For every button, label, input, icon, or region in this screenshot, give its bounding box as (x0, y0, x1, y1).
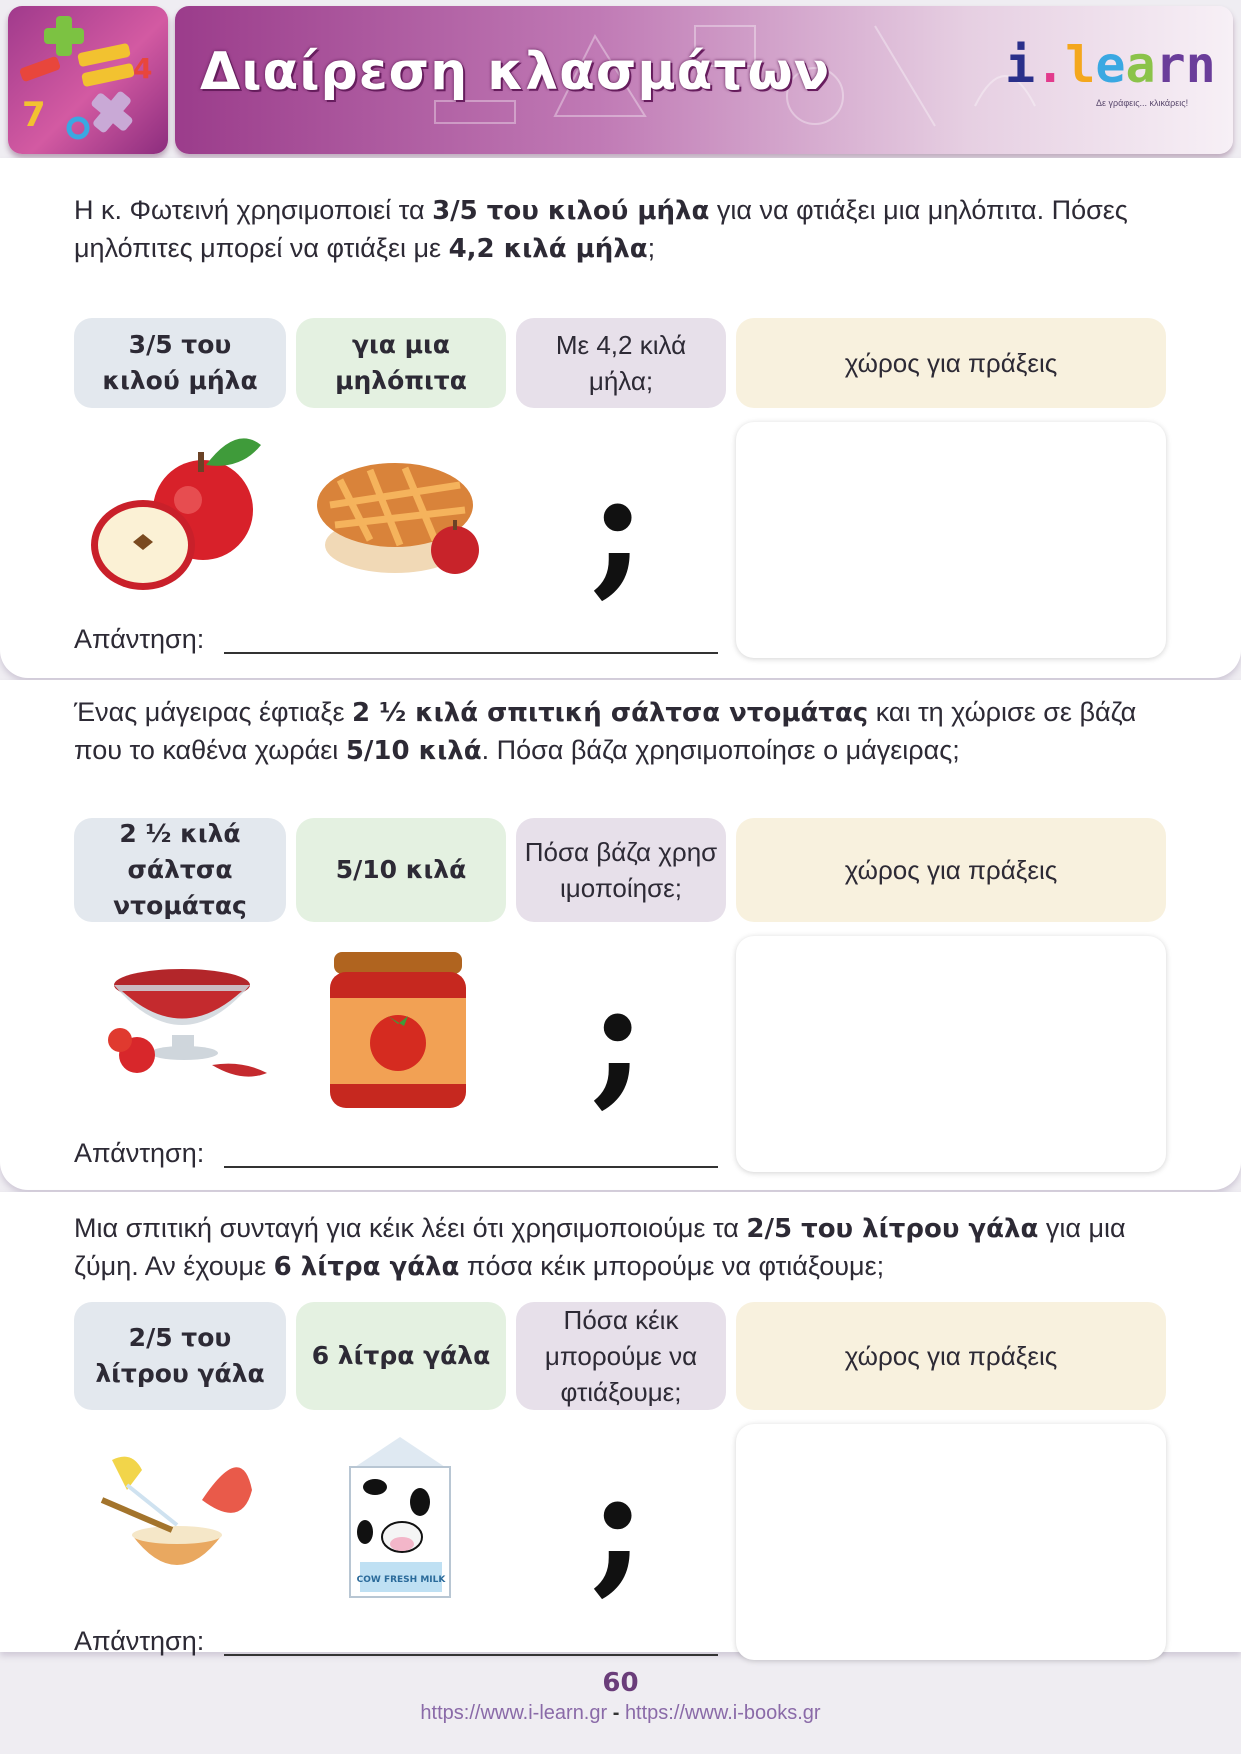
problem-1-answer-label: Απάντηση: (74, 624, 205, 654)
problem-3-answer-line[interactable] (224, 1654, 718, 1656)
problem-3-header-per-unit: 6 λίτρα γάλα (296, 1302, 506, 1410)
math-symbols-icon (8, 6, 168, 154)
problem-2-answer-label: Απάντηση: (74, 1138, 205, 1168)
problem-2-answer-line[interactable] (224, 1166, 718, 1168)
page-number: 60 (602, 1668, 639, 1698)
apple-pie-image (310, 440, 490, 590)
problem-1-answer-line[interactable] (224, 652, 718, 654)
header-icon-tile (8, 6, 168, 154)
problem-2-header-question: Πόσα βάζα χρησιμοποίησε; (516, 818, 726, 922)
ibooks-link[interactable]: https://www.i-books.gr (624, 1702, 821, 1724)
milk-carton-image (340, 1432, 460, 1607)
problem-3-header-given: 2/5 του λίτρου γάλα (74, 1302, 286, 1410)
ilearn-link[interactable]: https://www.i-learn.gr (420, 1702, 608, 1724)
problem-2-header-per-unit: 5/10 κιλά (296, 818, 506, 922)
page-title: Διαίρεση κλασμάτων (200, 42, 831, 102)
footer-links (0, 1702, 1241, 1725)
baking-mix-image (92, 1440, 252, 1580)
problem-1-header-workspace: χώρος για πράξεις (736, 318, 1166, 408)
problem-3-answer-label: Απάντηση: (74, 1626, 205, 1656)
problem-3-workspace[interactable] (736, 1424, 1166, 1660)
problem-2-workspace[interactable] (736, 936, 1166, 1172)
problem-3-header-question: Πόσα κέικ μπορούμε να φτιάξουμε; (516, 1302, 726, 1410)
problem-2-header-workspace: χώρος για πράξεις (736, 818, 1166, 922)
unknown-question-mark: ; (590, 947, 646, 1123)
problem-1-workspace[interactable] (736, 422, 1166, 658)
svg-text:4: 4 (133, 52, 153, 85)
unknown-question-mark: ; (590, 437, 646, 613)
problem-1-text: Η κ. Φωτεινή χρησιμοποιεί τα 3/5 του κιλού μήλα για να φτιάξει μια μηλόπιτα. Πόσες μηλόπιτες μπορεί να φτιάξει με 4,2 κιλά μήλα; (74, 195, 1128, 264)
problem-2-header-given: 2 ½ κιλά σάλτσα ντομάτας (74, 818, 286, 922)
ilearn-logo: i.learn (1005, 36, 1216, 94)
problem-3-text: Μια σπιτική συνταγή για κέικ λέει ότι χρησιμοποιούμε τα 2/5 του λίτρου γάλα για μια ζύμη. Αν έχουμε 6 λίτρα γάλα πόσα κέικ μπορούμε να φτιάξουμε; (74, 1213, 1126, 1282)
footer-separator: - (607, 1702, 625, 1724)
problem-3-header-workspace: χώρος για πράξεις (736, 1302, 1166, 1410)
tomato-jar-image (328, 948, 468, 1113)
logo-tagline: Δε γράφεις... κλικάρεις! (1096, 98, 1189, 108)
problem-1-header-question: Με 4,2 κιλά μήλα; (516, 318, 726, 408)
svg-text:7: 7 (22, 95, 46, 135)
problem-1-header-given: 3/5 του κιλού μήλα (74, 318, 286, 408)
problem-2-text: Ένας μάγειρας έφτιαξε 2 ½ κιλά σπιτική σάλτσα ντομάτας και τη χώρισε σε βάζα που το καθένα χωράει 5/10 κιλά. Πόσα βάζα χρησιμοποίησε ο μάγειρας; (74, 697, 1137, 766)
apple-image (88, 430, 268, 600)
tomato-sauce-bowl-image (92, 955, 272, 1095)
milk-carton-label: COW FRESH MILK (356, 1575, 446, 1585)
unknown-question-mark: ; (590, 1435, 646, 1611)
problem-1-header-per-unit: για μια μηλόπιτα (296, 318, 506, 408)
